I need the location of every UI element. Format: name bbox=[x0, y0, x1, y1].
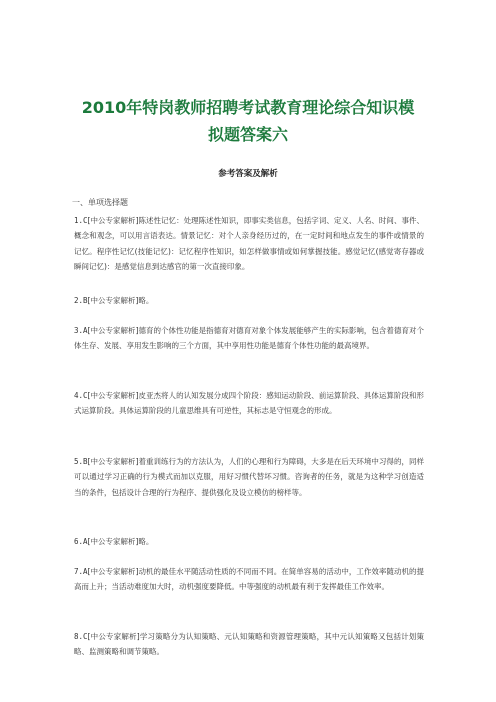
answer-item-2 bbox=[74, 293, 424, 308]
answer-label: 7.A bbox=[74, 567, 88, 576]
answer-text: [中公专家解析]动机的最佳水平随活动性质的不同而不同。在简单容易的活动中，工作效率随动机的提高而上升；当活动难度加大时，动机强度要降低。中等强度的动机最有利于发挥最佳工作效率。 bbox=[74, 567, 424, 592]
answers-subtitle: 参考答案及解析 bbox=[218, 169, 278, 179]
answer-label: 1.C bbox=[74, 216, 88, 225]
answer-text: [中公专家解析]德育的个体性功能是指德育对德育对象个体发展能够产生的实际影响，包含着德育对个体生存、发展、享用发生影响的三个方面，其中享用性功能是德育个体性功能的最高境界。 bbox=[74, 326, 424, 351]
answer-item-7 bbox=[74, 564, 424, 595]
answer-label: 3.A bbox=[74, 326, 88, 335]
answer-item-8 bbox=[74, 629, 424, 660]
answer-label: 5.B bbox=[74, 457, 88, 466]
answer-text: [中公专家解析]略。 bbox=[87, 296, 154, 305]
answer-text: [中公专家解析]着重训练行为的方法认为，人们的心理和行为障碍，大多是在后天环境中习得的，同样可以通过学习正确的行为模式而加以克服，用好习惯代替坏习惯。咨询者的任务，就是为这种学习创造适当的条件，包括设计合理的行为程序、提供强化及设立模仿的榜样等。 bbox=[74, 457, 424, 497]
document-title-line-2: 拟题答案六 bbox=[207, 125, 288, 144]
answer-label: 2.B bbox=[74, 296, 88, 305]
answer-label: 6.A bbox=[74, 537, 88, 546]
answer-item-6 bbox=[74, 534, 424, 549]
answer-item-1 bbox=[74, 213, 424, 274]
answer-text: [中公专家解析]学习策略分为认知策略、元认知策略和资源管理策略，其中元认知策略又包括计划策略、监测策略和调节策略。 bbox=[74, 632, 424, 657]
answer-item-4 bbox=[74, 388, 424, 419]
document-title-line-1: 2010年特岗教师招聘考试教育理论综合知识模 bbox=[81, 98, 415, 117]
answer-text: [中公专家解析]皮亚杰将人的认知发展分成四个阶段：感知运动阶段、前运算阶段、具体运算阶段和形式运算阶段。具体运算阶段的儿童思维具有可逆性，其标志是守恒观念的形成。 bbox=[74, 391, 424, 416]
answer-text: [中公专家解析]略。 bbox=[87, 537, 154, 546]
answer-item-3 bbox=[74, 323, 424, 354]
answer-label: 4.C bbox=[74, 391, 88, 400]
section-heading: 一、单项选择题 bbox=[72, 198, 128, 207]
answer-label: 8.C bbox=[74, 632, 88, 641]
answer-item-5 bbox=[74, 454, 424, 500]
answer-text: [中公专家解析]陈述性记忆：处理陈述性知识，即事实类信息，包括字词、定义、人名、时间、事件、概念和观念，可以用言语表达。情景记忆：对个人亲身经历过的，在一定时间和地点发生的事件或情景的记忆。程序性记忆(技能记忆)：记忆程序性知识，如怎样做事情或如何掌握技能。感觉记忆(感觉寄存器或瞬间记忆)：是感觉信息到达感官的第一次直接印象。 bbox=[74, 216, 424, 271]
